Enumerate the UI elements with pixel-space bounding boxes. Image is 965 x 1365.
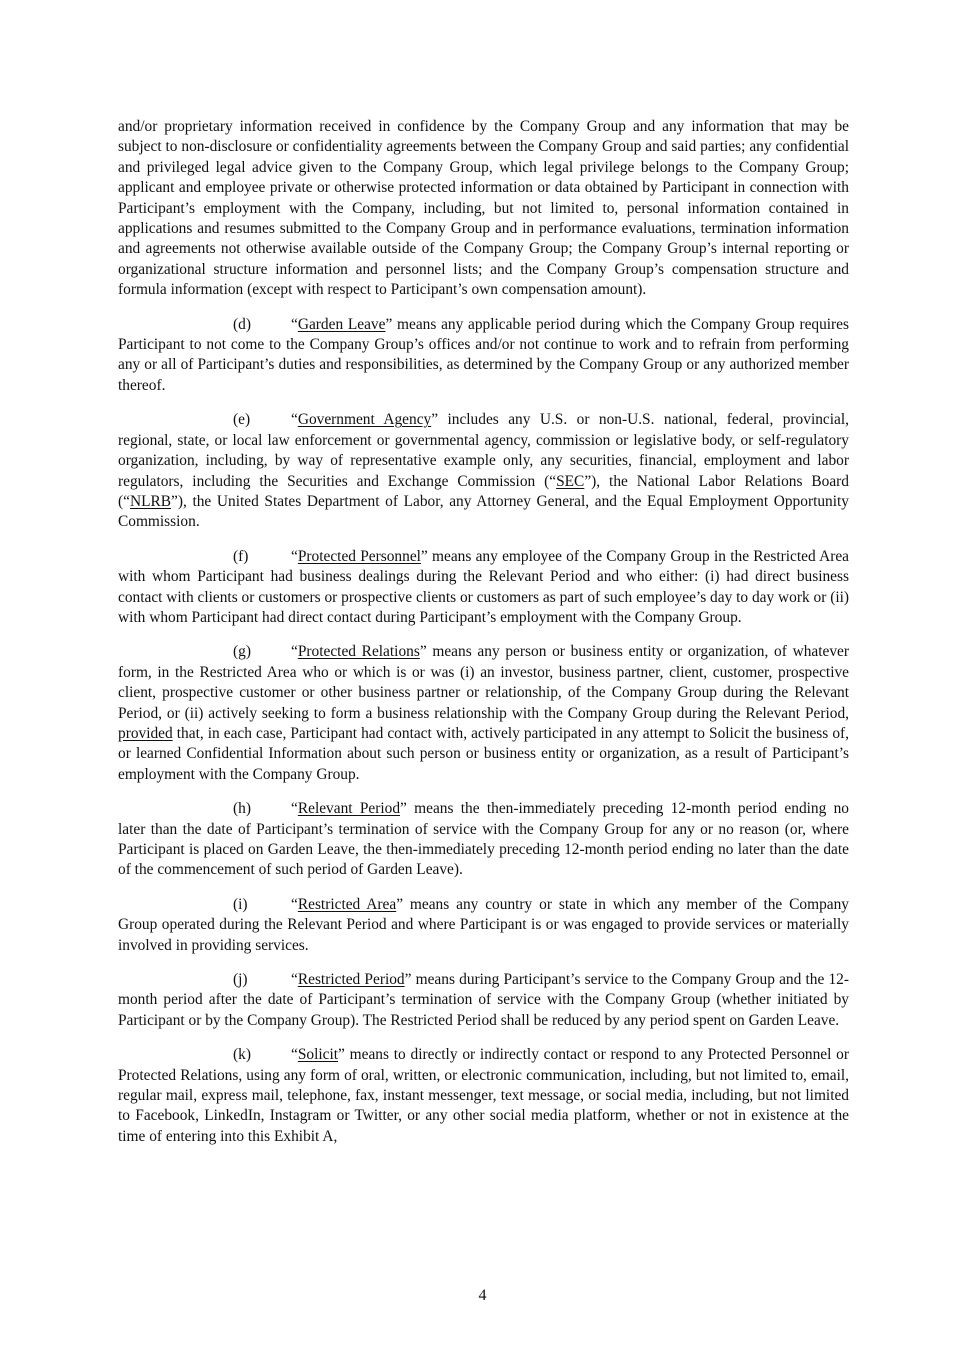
definition-restricted-area: (i) “Restricted Area” means any country or state in which any member of the Company Group operated during the Relevant Period and where Participant is or was engaged to provide services or materially involved in providing services. [118,895,849,954]
definition-solicit: (k) “Solicit” means to directly or indirectly contact or respond to any Protected Personnel or Protected Relations, using any form of oral, written, or electronic communication, including, but not limited to, email, regular mail, express mail, telephone, fax, instant messenger, text message, or social media, including, but not limited to Facebook, LinkedIn, Instagram or Twitter, or any other social media platform, whether or not in existence at the time of entering into this Exhibit A, [118,1046,849,1145]
defined-abbreviation: NLRB [129,492,172,510]
document-page [118,117,849,1161]
item-label: (i) [233,895,248,913]
defined-term: Restricted Area [297,895,397,913]
provided-term: provided [118,724,173,742]
defined-term: Protected Personnel [297,547,421,565]
item-label: (k) [233,1046,251,1064]
defined-term: Protected Relations [297,643,420,661]
definition-protected-personnel: (f) “Protected Personnel” means any employee of the Company Group in the Restricted Area with whom Participant had business dealings during the Relevant Period and who either: (i) had direct business contact with clients or customers or prospective clients or customers as part of such employee’s day to day work or (ii) with whom Participant had direct contact during Participant’s employment with the Company Group. [118,547,849,626]
defined-term: Restricted Period [297,971,405,989]
item-label: (h) [233,800,251,818]
definition-government-agency: (e) “Government Agency” includes any U.S. or non-U.S. national, federal, provincial, regional, state, or local law enforcement or governmental agency, commission or legislative body, or self-regulatory organization, including, by way of representative example only, any securities, financial, employment and labor regulators, including the Securities and Exchange Commission (“SEC”), the National Labor Relations Board (“NLRB”), the United States Department of Labor, any Attorney General, and the Equal Employment Opportunity Commission. [118,411,849,531]
defined-term: Solicit [297,1046,339,1064]
definition-protected-relations: (g) “Protected Relations” means any person or business entity or organization, of whatever form, in the Restricted Area who or which is or was (i) an investor, business partner, client, customer, prospective client, prospective customer or other business partner or relationship, of the Company Group during the Relevant Period, or (ii) actively seeking to form a business relationship with the Company Group during the Relevant Period, provided that, in each case, Participant had contact with, actively participated in any attempt to Solicit the business of, or learned Confidential Information about such person or business entity or organization, as a result of Participant’s employment with the Company Group. [118,643,849,783]
definition-garden-leave: (d) “Garden Leave” means any applicable period during which the Company Group requires Participant to not come to the Company Group’s offices and/or not continue to work and to refrain from performing any or all of Participant’s duties and responsibilities, as determined by the Company Group or any authorized member thereof. [118,315,850,394]
item-label: (d) [233,315,251,333]
defined-abbreviation: SEC [556,472,585,490]
item-label: (e) [233,411,251,429]
defined-term: Relevant Period [297,800,401,818]
intro-paragraph: and/or proprietary information received in confidence by the Company Group and any information that may be subject to non-disclosure or confidentiality agreements between the Company Group and said parties; any confidential and privileged legal advice given to the Company Group, which legal privilege belongs to the Company Group; applicant and employee private or otherwise protected information or data obtained by Participant in connection with Participant’s employment with the Company, including, but not limited to, personal information contained in applications and resumes submitted to the Company Group and in performance evaluations, termination information and agreements not otherwise available outside of the Company Group; the Company Group’s internal reporting or organizational structure information and personnel lists; and the Company Group’s compensation structure and formula information (except with respect to Participant’s own compensation amount). [118,118,849,299]
item-label: (f) [233,547,249,565]
defined-term: Garden Leave [297,315,386,333]
page-number: 4 [478,1287,487,1304]
definition-restricted-period: (j) “Restricted Period” means during Participant’s service to the Company Group and the 12-month period after the date of Participant’s termination of service with the Company Group (whether initiated by Participant or by the Company Group). The Restricted Period shall be reduced by any period spent on Garden Leave. [118,971,849,1029]
definition-relevant-period: (h) “Relevant Period” means the then-immediately preceding 12-month period ending no later than the date of Participant’s termination of service with the Company Group for any or no reason (or, where Participant is placed on Garden Leave, the then-immediately preceding 12-month period ending no later than the date of the commencement of such period of Garden Leave). [118,800,849,879]
item-label: (j) [233,971,248,989]
defined-term: Government Agency [297,411,432,429]
item-label: (g) [233,643,251,661]
